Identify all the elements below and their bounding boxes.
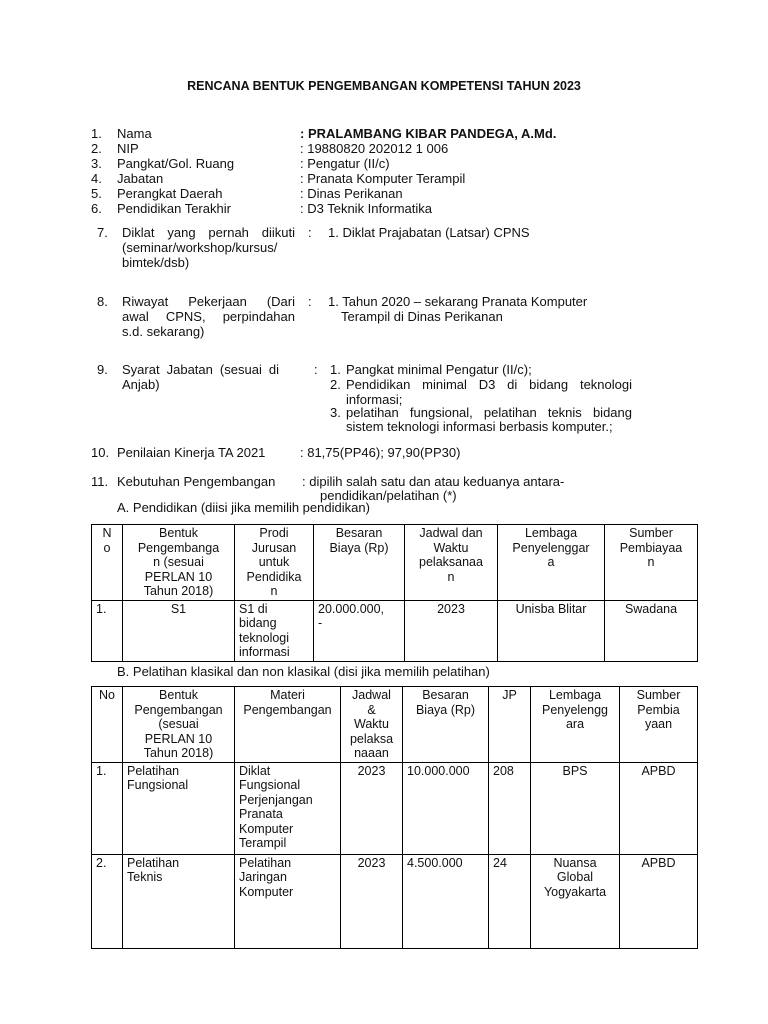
item9-req-num-1: 1.	[330, 362, 341, 377]
cell-text: Yogyakarta	[543, 884, 607, 899]
sectionA-header-cell	[405, 525, 498, 601]
table-cell	[235, 854, 341, 948]
sectionA-header-cell	[498, 525, 605, 601]
table-cell	[341, 762, 403, 854]
cell-text: Teknis	[127, 870, 163, 884]
sectionA-header-cell	[123, 525, 235, 601]
cell-text: Unisba Blitar	[515, 601, 587, 616]
item9-req-num-2: 2.	[330, 377, 341, 392]
cell-text: Pembiayaa	[619, 540, 683, 555]
cell-text: S1 di	[239, 601, 268, 616]
cell-text: ara	[565, 717, 585, 731]
table-cell	[498, 600, 605, 661]
cell-text: Bentuk	[159, 526, 198, 540]
item9-req-3-line-2: sistem teknologi informasi berbasis komputer.;	[346, 419, 613, 434]
cell-text: Penyelengg	[541, 702, 609, 717]
cell-text: S1	[170, 601, 187, 616]
cell-text: a	[547, 555, 555, 569]
item9-req-num-3: 3.	[330, 405, 341, 420]
cell-text: Biaya (Rp)	[329, 540, 389, 555]
cell-text: Jaringan	[239, 870, 287, 884]
profile-num-5: 5.	[91, 186, 102, 201]
cell-text: Sumber	[629, 526, 673, 540]
education-table	[91, 524, 698, 662]
sectionA-header-cell	[92, 525, 123, 601]
item8-label-line-1: Riwayat Pekerjaan (Dari	[122, 294, 295, 309]
training-table-header	[92, 687, 698, 763]
item10-label: Penilaian Kinerja TA 2021	[117, 445, 266, 460]
cell-text: Prodi	[259, 526, 289, 540]
item8-value-line-1: 1. Tahun 2020 – sekarang Pranata Komputer	[328, 294, 588, 309]
cell-text: n	[270, 584, 278, 598]
sectionA-header-cell	[235, 525, 314, 601]
cell-text: PERLAN 10	[144, 569, 213, 584]
cell-text: Pendidika	[246, 569, 302, 584]
cell-text: Penyelenggar	[512, 540, 590, 555]
profile-value-perangkat: : Dinas Perikanan	[300, 186, 403, 201]
cell-text: yaan	[644, 717, 673, 731]
profile-num-6: 6.	[91, 201, 102, 216]
cell-text: No	[99, 688, 115, 702]
cell-text: Global	[556, 870, 594, 884]
cell-text: Bentuk	[159, 688, 198, 702]
sectionB-header-cell	[489, 687, 531, 763]
cell-text: teknologi	[239, 630, 290, 645]
cell-text: Pengembanga	[137, 540, 220, 555]
cell-text: 2023	[357, 855, 386, 870]
cell-text: Komputer	[239, 884, 294, 899]
cell-text: o	[103, 540, 111, 555]
cell-text: (sesuai	[158, 717, 199, 731]
cell-text: Waktu	[354, 717, 389, 731]
item10-value: : 81,75(PP46); 97,90(PP30)	[300, 445, 461, 460]
item11-value-line-1: : dipilih salah satu dan atau keduanya antara-	[302, 474, 565, 489]
cell-text: bidang	[239, 616, 277, 630]
cell-text: Pranata	[239, 807, 283, 821]
cell-text: BPS	[562, 763, 588, 778]
cell-text: 1.	[96, 601, 107, 616]
cell-text: Materi	[270, 688, 305, 702]
cell-text: Nuansa	[553, 855, 597, 870]
sectionA-header-cell	[605, 525, 698, 601]
item9-colon: :	[314, 362, 318, 377]
table-cell	[314, 600, 405, 661]
table-row	[92, 600, 698, 661]
cell-text: 4.500.000	[407, 855, 463, 870]
item9-req-1-line-1: Pangkat minimal Pengatur (II/c);	[346, 362, 532, 377]
sectionB-header-cell	[235, 687, 341, 763]
profile-value-name: : PRALAMBANG KIBAR PANDEGA, A.Md.	[300, 126, 557, 141]
cell-text: 20.000.000,	[318, 601, 385, 616]
cell-text: Pelatihan	[127, 855, 180, 870]
item11-value-line-2: pendidikan/pelatihan (*)	[320, 488, 457, 503]
profile-num-1: 1.	[91, 126, 102, 141]
table-cell	[235, 762, 341, 854]
cell-text: Tahun 2018)	[143, 746, 214, 760]
table-cell	[405, 600, 498, 661]
cell-text: Terampil	[239, 836, 287, 850]
cell-text: 1.	[96, 763, 107, 778]
table-cell	[123, 854, 235, 948]
table-row	[92, 762, 698, 854]
cell-text: Komputer	[239, 821, 294, 836]
cell-text: Pembia	[637, 702, 680, 717]
cell-text: JP	[502, 688, 517, 702]
profile-value-jabatan: : Pranata Komputer Terampil	[300, 171, 466, 186]
item7-colon: :	[308, 225, 312, 240]
cell-text: PERLAN 10	[144, 731, 213, 746]
profile-value-pendidikan: : D3 Teknik Informatika	[300, 201, 432, 216]
item8-label-line-3: s.d. sekarang)	[122, 324, 205, 339]
table-cell	[92, 600, 123, 661]
cell-text: Jadwal dan	[419, 526, 483, 540]
sectionB-header-cell	[123, 687, 235, 763]
profile-value-pangkat: : Pengatur (II/c)	[300, 156, 390, 171]
profile-num-4: 4.	[91, 171, 102, 186]
profile-label-jabatan: Jabatan	[117, 171, 164, 186]
cell-text: 24	[493, 855, 507, 870]
cell-text: n	[447, 569, 455, 584]
sectionA-header-cell	[314, 525, 405, 601]
item9-req-3-line-1: pelatihan fungsional, pelatihan teknis bidang	[346, 405, 632, 420]
table-cell	[123, 600, 235, 661]
cell-text: Diklat	[239, 763, 271, 778]
cell-text: informasi	[239, 645, 290, 659]
sectionB-header-cell	[92, 687, 123, 763]
table-cell	[489, 854, 531, 948]
cell-text: Besaran	[335, 526, 383, 540]
cell-text: Lembaga	[548, 688, 602, 702]
cell-text: Pelatihan	[127, 763, 180, 778]
cell-text: 2.	[96, 855, 107, 870]
cell-text: naaan	[354, 746, 389, 760]
cell-text: Fungsional	[239, 778, 301, 792]
cell-text: 2023	[357, 763, 386, 778]
profile-label-name: Nama	[117, 126, 152, 141]
item7-label-line-2: (seminar/workshop/kursus/	[122, 240, 278, 255]
table-cell	[403, 762, 489, 854]
cell-text: pelaksanaa	[419, 555, 483, 569]
sectionB-header-cell	[403, 687, 489, 763]
table-cell	[531, 762, 620, 854]
cell-text: -	[318, 616, 323, 630]
item9-req-2-line-2: informasi;	[346, 392, 403, 407]
cell-text: Waktu	[433, 540, 469, 555]
item7-num: 7.	[97, 225, 108, 240]
cell-text: Pengembangan	[243, 702, 332, 717]
item11-label: Kebutuhan Pengembangan	[117, 474, 276, 489]
cell-text: Jadwal	[352, 688, 391, 702]
education-table-header	[92, 525, 698, 601]
table-cell	[92, 854, 123, 948]
table-cell	[489, 762, 531, 854]
item8-colon: :	[308, 294, 312, 309]
table-cell	[123, 762, 235, 854]
cell-text: Perjenjangan	[239, 792, 313, 807]
cell-text: Lembaga	[524, 526, 578, 540]
cell-text: n	[647, 555, 655, 569]
item7-label-line-3: bimtek/dsb)	[122, 255, 190, 270]
item8-num: 8.	[97, 294, 108, 309]
training-table	[91, 686, 698, 949]
cell-text: Pengembangan	[134, 702, 223, 717]
cell-text: 2023	[437, 601, 465, 616]
item8-label-line-2: awal CPNS, perpindahan	[122, 309, 295, 324]
profile-num-2: 2.	[91, 141, 102, 156]
cell-text: Tahun 2018)	[143, 584, 214, 598]
table-cell	[235, 600, 314, 661]
table-cell	[620, 854, 698, 948]
table-row	[92, 854, 698, 948]
item9-label-line-1: Syarat Jabatan (sesuai di	[122, 362, 279, 377]
item11-num: 11.	[91, 474, 109, 489]
cell-text: n (sesuai	[153, 555, 204, 569]
profile-label-perangkat: Perangkat Daerah	[117, 186, 223, 201]
cell-text: &	[367, 702, 376, 717]
cell-text: 10.000.000	[407, 763, 470, 778]
sectionB-header-cell	[620, 687, 698, 763]
cell-text: untuk	[258, 555, 290, 569]
profile-num-3: 3.	[91, 156, 102, 171]
cell-text: Pelatihan	[239, 855, 292, 870]
cell-text: Fungsional	[127, 778, 189, 792]
cell-text: 208	[493, 763, 514, 778]
item9-req-2-line-1: Pendidikan minimal D3 di bidang teknologi	[346, 377, 632, 392]
cell-text: Jurusan	[251, 540, 297, 555]
section-b-title: B. Pelatihan klasikal dan non klasikal (disi jika memilih pelatihan)	[117, 664, 490, 679]
cell-text: Swadana	[624, 601, 678, 616]
cell-text: APBD	[641, 855, 676, 870]
profile-label-nip: NIP	[117, 141, 139, 156]
sectionB-header-cell	[531, 687, 620, 763]
cell-text: Besaran	[422, 688, 469, 702]
sectionB-header-cell	[341, 687, 403, 763]
item7-value: 1. Diklat Prajabatan (Latsar) CPNS	[328, 225, 530, 240]
document-title: RENCANA BENTUK PENGEMBANGAN KOMPETENSI TAHUN 2023	[187, 79, 581, 93]
profile-label-pangkat: Pangkat/Gol. Ruang	[117, 156, 235, 171]
table-cell	[620, 762, 698, 854]
table-cell	[403, 854, 489, 948]
cell-text: Sumber	[636, 688, 681, 702]
table-cell	[92, 762, 123, 854]
table-cell	[341, 854, 403, 948]
profile-label-pendidikan: Pendidikan Terakhir	[117, 201, 231, 216]
item9-num: 9.	[97, 362, 108, 377]
item8-value-line-2: Terampil di Dinas Perikanan	[341, 309, 503, 324]
cell-text: Biaya (Rp)	[415, 702, 476, 717]
profile-value-nip: : 19880820 202012 1 006	[300, 141, 449, 156]
table-cell	[531, 854, 620, 948]
cell-text: pelaksa	[349, 731, 394, 746]
cell-text: APBD	[641, 763, 676, 778]
item7-label-line-1: Diklat yang pernah diikuti	[122, 225, 295, 240]
section-a-title: A. Pendidikan (diisi jika memilih pendidikan)	[117, 500, 370, 515]
table-cell	[605, 600, 698, 661]
item9-label-line-2: Anjab)	[122, 377, 160, 392]
cell-text: N	[102, 526, 112, 540]
item10-num: 10.	[91, 445, 110, 460]
